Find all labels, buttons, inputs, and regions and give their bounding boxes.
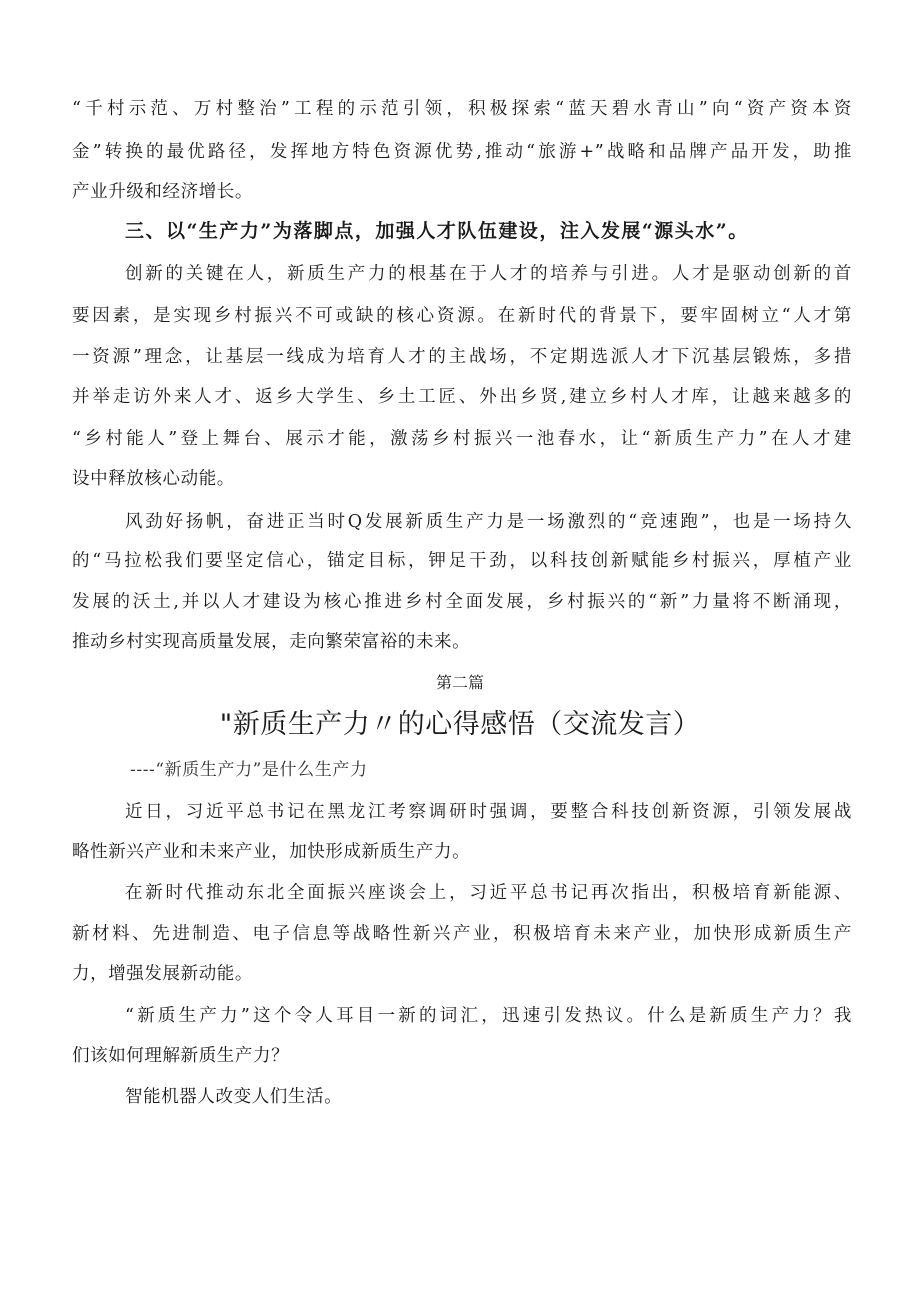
paragraph-line: 略性新兴产业和未来产业，加快形成新质生产力。 bbox=[72, 842, 471, 862]
paragraph-line: 并举走访外来人才、返乡大学生、乡土工匠、外出乡贤,建立乡村人才库，让越来越多的 bbox=[72, 387, 852, 407]
paragraph-line: 风劲好扬帆，奋进正当时Q发展新质生产力是一场激烈的“竞速跑”，也是一场持久 bbox=[125, 512, 852, 532]
paragraph-line: 智能机器人改变人们生活。 bbox=[125, 1087, 343, 1107]
paragraph-line: 的“马拉松我们要坚定信心，锚定目标，钾足干劲，以科技创新赋能乡村振兴，厚植产业 bbox=[72, 551, 852, 571]
paragraph-line: 一资源”理念，让基层一线成为培育人才的主战场，不定期选派人才下沉基层锻炼，多措 bbox=[72, 347, 852, 367]
paragraph-line: 发展的沃土,并以人才建设为核心推进乡村全面发展，乡村振兴的“新”力量将不断涌现， bbox=[72, 592, 852, 612]
paragraph-line: 在新时代推动东北全面振兴座谈会上，习近平总书记再次指出，积极培育新能源、 bbox=[125, 883, 852, 903]
paragraph-line: 推动乡村实现高质量发展，走向繁荣富裕的未来。 bbox=[72, 632, 471, 652]
section-label: 第二篇 bbox=[435, 673, 484, 692]
paragraph-line: 近日，习近平总书记在黑龙江考察调研时强调，要整合科技创新资源，引领发展战 bbox=[125, 802, 852, 822]
paragraph-line: 要因素，是实现乡村振兴不可或缺的核心资源。在新时代的背景下，要牢固树立“人才第 bbox=[72, 306, 852, 326]
paragraph-line: 产业升级和经济增长。 bbox=[72, 182, 253, 202]
paragraph-line: “新质生产力”这个令人耳目一新的词汇，迅速引发热议。什么是新质生产力？我 bbox=[125, 1006, 852, 1026]
paragraph-line: 新材料、先进制造、电子信息等战略性新兴产业，积极培育未来产业，加快形成新质生产 bbox=[72, 924, 852, 944]
paragraph-line: 创新的关键在人，新质生产力的根基在于人才的培养与引进。人才是驱动创新的首 bbox=[125, 264, 852, 284]
section-heading: 三、以“生产力”为落脚点，加强人才队伍建设，注入发展“源头水”。 bbox=[125, 220, 749, 242]
paragraph-line: 们该如何理解新质生产力？ bbox=[72, 1046, 290, 1066]
paragraph-line: 设中释放核心动能。 bbox=[72, 469, 235, 489]
document-subtitle: ----“新质生产力”是什么生产力 bbox=[130, 760, 368, 780]
document-title: "新质生产力〃的心得感悟（交流发言） bbox=[219, 709, 701, 740]
paragraph-line: 力，增强发展新动能。 bbox=[72, 964, 253, 984]
paragraph-line: 金”转换的最优路径，发挥地方特色资源优势,推动“旅游+”战略和品牌产品开发，助推 bbox=[72, 142, 852, 162]
paragraph-line: “乡村能人”登上舞台、展示才能，激荡乡村振兴一池春水，让“新质生产力”在人才建 bbox=[72, 429, 852, 449]
paragraph-line: “千村示范、万村整治”工程的示范引领，积极探索“蓝天碧水青山”向“资产资本资 bbox=[72, 99, 852, 119]
